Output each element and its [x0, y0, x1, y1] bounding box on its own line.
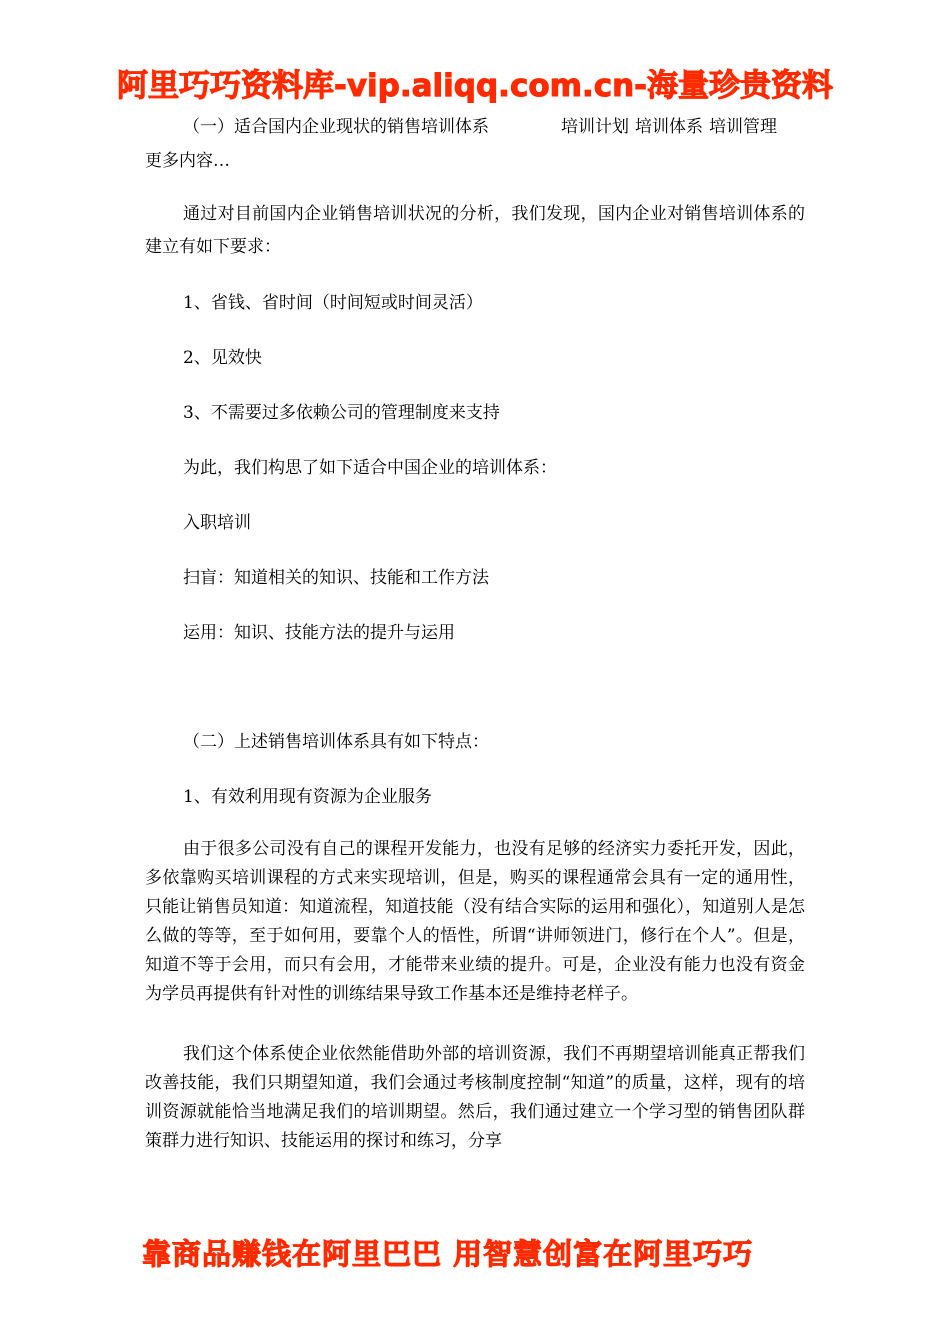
- related-link-training-system[interactable]: 培训体系: [635, 117, 703, 137]
- section1-title: （一）适合国内企业现状的销售培训体系: [183, 117, 489, 137]
- requirement-1: 1、省钱、省时间（时间短或时间灵活）: [183, 293, 483, 313]
- section2-paragraph-1: 由于很多公司没有自己的课程开发能力，也没有足够的经济实力委托开发，因此，多依靠购买培训课程的方式来实现培训，但是，购买的课程通常会具有一定的通用性，只能让销售员知道：知道流程，知道技能（没有结合实际的运用和强化），知道别人是怎么做的等等，至于如何用，要靠个人的悟性，所谓“讲师领进门，修行在个人”。但是，知道不等于会用，而只有会用，才能带来业绩的提升。可是，企业没有能力也没有资金为学员再提供有针对性的训练结果导致工作基本还是维持老样子。: [145, 839, 805, 1004]
- literacy-item: 扫盲：知道相关的知识、技能和工作方法: [183, 568, 489, 588]
- more-content-link[interactable]: 更多内容…: [145, 151, 230, 171]
- document-body: [145, 110, 805, 1156]
- section1-heading: [145, 110, 805, 178]
- design-statement: 为此，我们构思了如下适合中国企业的培训体系：: [183, 458, 557, 478]
- section2-point-1: 1、有效利用现有资源为企业服务: [183, 787, 432, 807]
- header-banner: 阿里巧巧资料库-vip.aliqq.com.cn-海量珍贵资料: [116, 68, 834, 104]
- onboarding-training: 入职培训: [183, 513, 251, 533]
- related-link-training-management[interactable]: 培训管理: [709, 117, 777, 137]
- related-link-training-plan[interactable]: 培训计划: [561, 117, 629, 137]
- requirement-3: 3、不需要过多依赖公司的管理制度来支持: [183, 403, 500, 423]
- section2-title: （二）上述销售培训体系具有如下特点：: [183, 732, 489, 752]
- requirement-2: 2、见效快: [183, 348, 262, 368]
- application-item: 运用：知识、技能方法的提升与运用: [183, 623, 455, 643]
- section2-paragraph-2: 我们这个体系使企业依然能借助外部的培训资源，我们不再期望培训能真正帮我们改善技能，我们只期望知道，我们会通过考核制度控制“知道”的质量，这样，现有的培训资源就能恰当地满足我们的培训期望。然后，我们通过建立一个学习型的销售团队群策群力进行知识、技能运用的探讨和练习，分享: [145, 1044, 805, 1151]
- footer-banner: 靠商品赚钱在阿里巴巴 用智慧创富在阿里巧巧: [142, 1237, 754, 1271]
- intro-paragraph: 通过对目前国内企业销售培训状况的分析，我们发现，国内企业对销售培训体系的建立有如下要求：: [145, 204, 805, 257]
